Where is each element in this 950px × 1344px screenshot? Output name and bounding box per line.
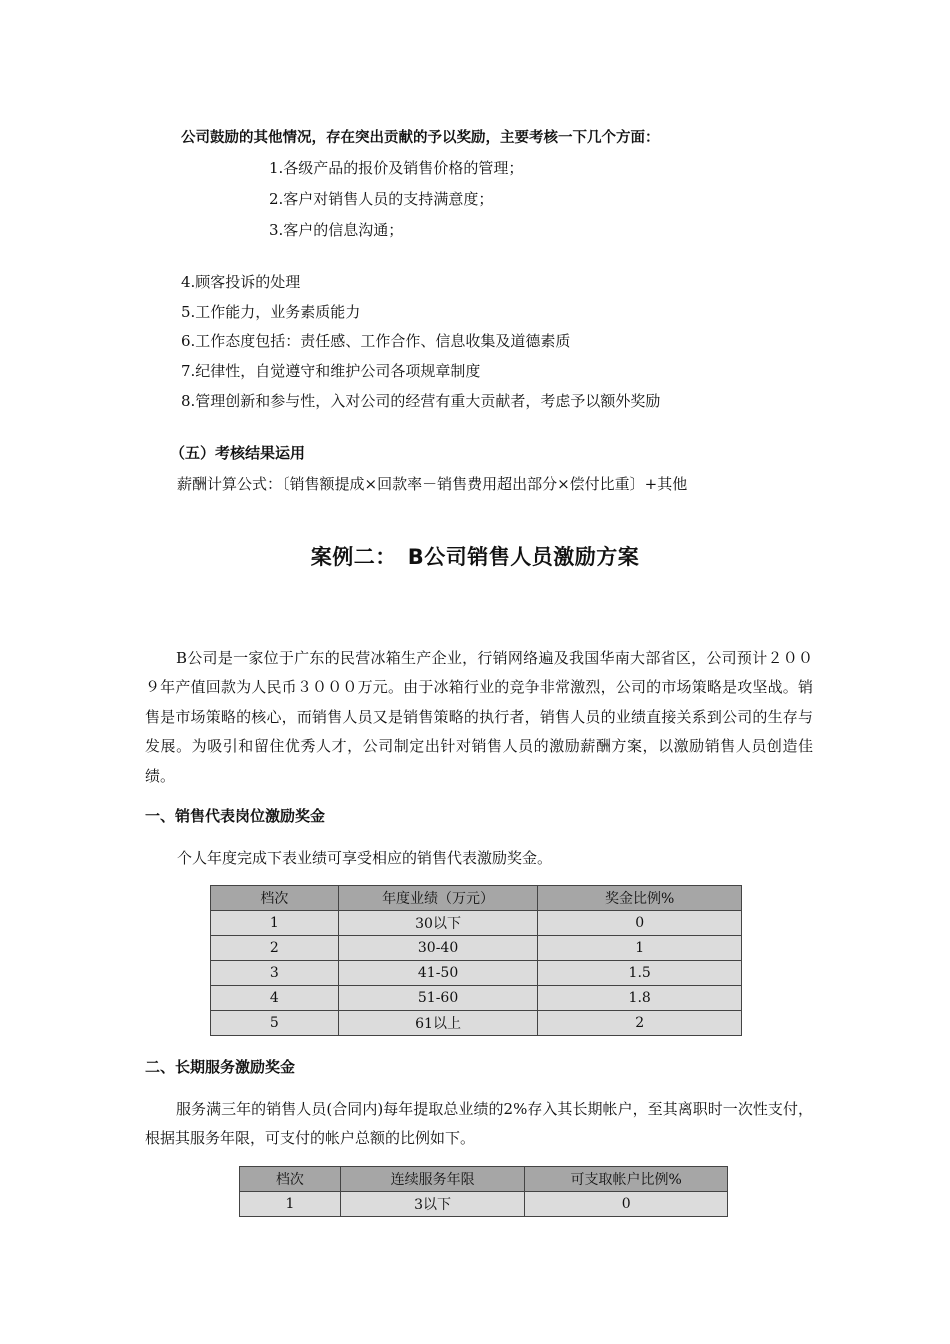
section-five-heading: （五）考核结果运用 xyxy=(170,444,306,462)
table-row xyxy=(211,936,742,961)
table-cell: 51-60 xyxy=(338,986,538,1011)
case-paragraph: B公司是一家位于广东的民营冰箱生产企业，行销网络遍及我国华南大部省区，公司预计２００９年产值回款为人民币３０００万元。由于冰箱行业的竞争非常激烈，公司的市场策略是攻坚战。销售是市场策略的核心，而销售人员又是销售策略的执行者，销售人员的业绩直接关系到公司的生存与发展。为吸引和留住优秀人才，公司制定出针对销售人员的激励薪酬方案，以激励销售人员创造佳绩。 xyxy=(145,649,813,785)
table-cell: 0 xyxy=(525,1192,728,1217)
table-row xyxy=(211,911,742,936)
table-cell: 41-50 xyxy=(338,961,538,986)
table-row xyxy=(211,986,742,1011)
table-header: 档次 xyxy=(211,886,339,911)
table-cell: 1.5 xyxy=(538,961,742,986)
intro-item-7: 7.纪律性，自觉遵守和维护公司各项规章制度 xyxy=(181,362,481,380)
bonus-table xyxy=(210,885,742,1036)
table-cell: 1 xyxy=(240,1192,341,1217)
table-cell: 0 xyxy=(538,911,742,936)
case-title: 案例二： B公司销售人员激励方案 xyxy=(310,545,640,569)
table-header-row xyxy=(211,886,742,911)
intro-item-4: 4.顾客投诉的处理 xyxy=(181,273,301,291)
intro-item-6: 6.工作态度包括：责任感、工作合作、信息收集及道德素质 xyxy=(181,332,571,350)
table-cell: 2 xyxy=(211,936,339,961)
table-cell: 2 xyxy=(538,1011,742,1036)
table-header-row xyxy=(240,1167,728,1192)
table-header: 可支取帐户比例% xyxy=(525,1167,728,1192)
table-cell: 3 xyxy=(211,961,339,986)
intro-item-2: 2.客户对销售人员的支持满意度； xyxy=(269,190,494,208)
table-cell: 4 xyxy=(211,986,339,1011)
service-table xyxy=(239,1166,728,1217)
table-cell: 1 xyxy=(538,936,742,961)
table-header: 连续服务年限 xyxy=(340,1167,525,1192)
table-cell: 30以下 xyxy=(338,911,538,936)
table-cell: 1 xyxy=(211,911,339,936)
intro-item-8: 8.管理创新和参与性，入对公司的经营有重大贡献者，考虑予以额外奖励 xyxy=(181,392,661,410)
section-one-text: 个人年度完成下表业绩可享受相应的销售代表激励奖金。 xyxy=(177,849,553,867)
section-one-heading: 一、销售代表岗位激励奖金 xyxy=(145,807,326,825)
intro-item-1: 1.各级产品的报价及销售价格的管理； xyxy=(269,159,524,177)
table-cell: 61以上 xyxy=(338,1011,538,1036)
table-header: 年度业绩（万元） xyxy=(338,886,538,911)
table-cell: 30-40 xyxy=(338,936,538,961)
table-header: 档次 xyxy=(240,1167,341,1192)
table-row xyxy=(211,1011,742,1036)
table-cell: 1.8 xyxy=(538,986,742,1011)
intro-item-5: 5.工作能力，业务素质能力 xyxy=(181,303,361,321)
table-cell: 3以下 xyxy=(340,1192,525,1217)
table-header: 奖金比例% xyxy=(538,886,742,911)
section-two-heading: 二、长期服务激励奖金 xyxy=(145,1058,296,1076)
intro-heading: 公司鼓励的其他情况，存在突出贡献的予以奖励，主要考核一下几个方面： xyxy=(181,130,660,146)
table-cell: 5 xyxy=(211,1011,339,1036)
intro-item-3: 3.客户的信息沟通； xyxy=(269,221,404,239)
salary-formula: 薪酬计算公式：〔销售额提成×回款率－销售费用超出部分×偿付比重〕+其他 xyxy=(177,475,688,493)
table-row xyxy=(211,961,742,986)
table-row xyxy=(240,1192,728,1217)
section-two-text: 服务满三年的销售人员(合同内)每年提取总业绩的2%存入其长期帐户，至其离职时一次性支付，根据其服务年限，可支付的帐户总额的比例如下。 xyxy=(145,1100,813,1148)
